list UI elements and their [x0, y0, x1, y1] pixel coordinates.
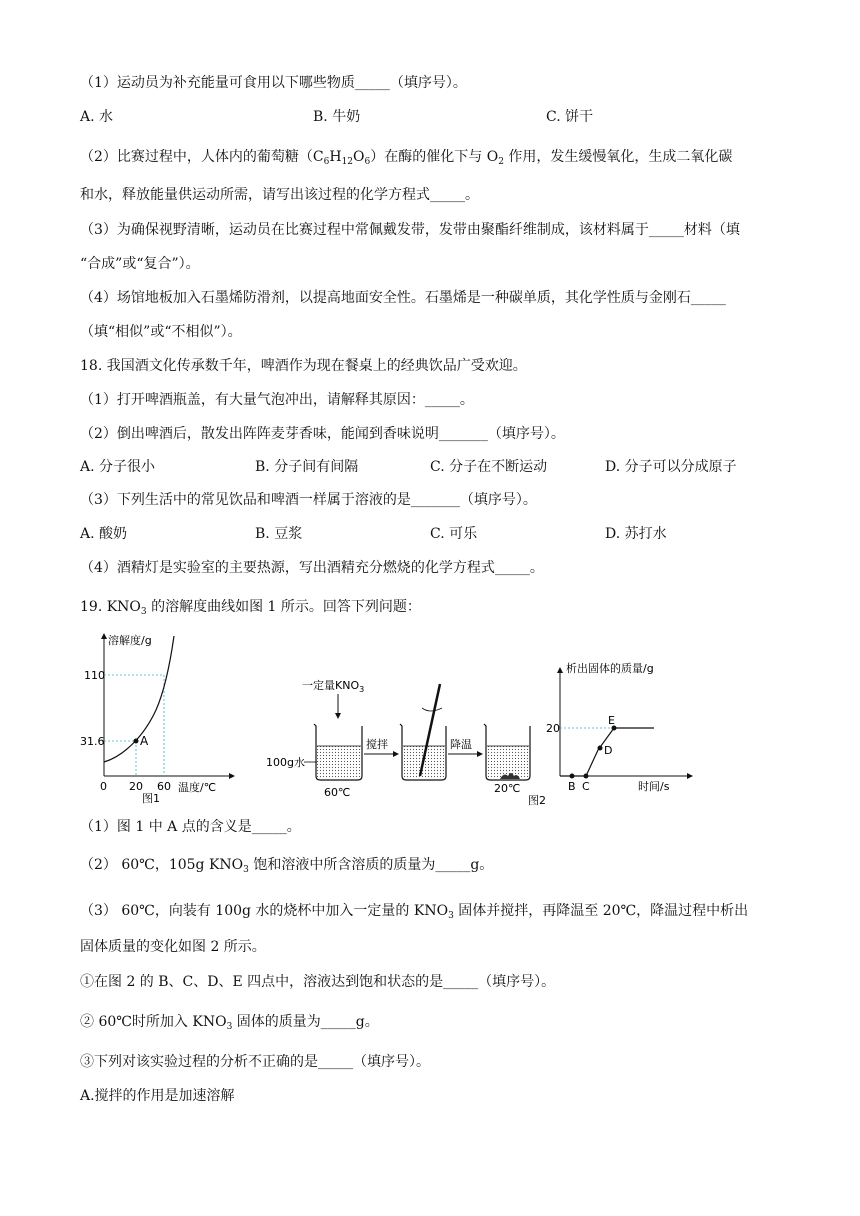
fig2-label-b: B	[568, 780, 576, 793]
fig2-x-label: 时间/s	[638, 780, 670, 793]
temp-start-label: 60℃	[324, 786, 351, 799]
fig2-label-e: E	[608, 714, 615, 727]
q18-part4: （4）酒精灯是实验室的主要热源，写出酒精充分燃烧的化学方程式_____。	[80, 560, 544, 576]
fig2-ytick-20: 20	[546, 722, 560, 735]
q18-p3-option-a: A. 酸奶	[80, 526, 128, 542]
q18-p2-option-c: C. 分子在不断运动	[430, 459, 548, 475]
q18-part3: （3）下列生活中的常见饮品和啤酒一样属于溶液的是_______（填序号）。	[80, 492, 537, 508]
fig2-label-c: C	[582, 780, 590, 793]
q18-p3-option-d: D. 苏打水	[605, 526, 667, 542]
q19-sub1: ①在图 2 的 B、C、D、E 四点中，溶液达到饱和状态的是_____（填序号）。	[80, 974, 556, 990]
q19-part2: （2） 60℃，105g $KNO_3$ 饱和溶液中所含溶质的质量为_____g。	[80, 857, 494, 875]
fig1-caption: 图1	[142, 792, 160, 805]
q18-p2-option-d: D. 分子可以分成原子	[605, 459, 737, 475]
q18-part1: （1）打开啤酒瓶盖，有大量气泡冲出，请解释其原因：_____。	[80, 392, 474, 408]
beaker-1	[314, 724, 362, 780]
q19-part3-line2: 固体质量的变化如图 2 所示。	[80, 939, 266, 955]
figure-2-mass-graph	[544, 664, 694, 798]
q17-part2-line2: 和水，释放能量供运动所需，请写出该过程的化学方程式_____。	[80, 187, 479, 203]
water-label: 100g水	[266, 756, 305, 769]
fig1-xtick-0: 0	[100, 780, 107, 793]
q17-part4-line1: （4）场馆地板加入石墨烯防滑剂，以提高地面安全性。石墨烯是一种碳单质，其化学性质与金刚石_____	[80, 290, 726, 306]
q17-part3-line2: “合成”或“复合”）。	[80, 256, 200, 272]
fig1-y-label: 溶解度/g	[108, 634, 152, 647]
q18-part2: （2）倒出啤酒后，散发出阵阵麦芽香味，能闻到香味说明_______（填序号）。	[80, 426, 565, 442]
fig2-add-kno3-label: 一定量$KNO_3$	[302, 679, 365, 694]
q18-p2-option-a: A. 分子很小	[80, 459, 156, 475]
fig2-label-d: D	[604, 744, 613, 757]
q17-part3-line1: （3）为确保视野清晰，运动员在比赛过程中常佩戴发带，发带由聚酯纤维制成，该材料属于_____材料（填	[80, 222, 740, 238]
figure-2-beakers	[262, 628, 546, 808]
fig1-ytick-31-6: 31.6	[80, 735, 105, 748]
q18-title: 18. 我国酒文化传承数千年，啤酒作为现在餐桌上的经典饮品广受欢迎。	[80, 358, 527, 374]
q19-sub2: ② 60℃时所加入 $KNO_3$ 固体的质量为_____g。	[80, 1014, 379, 1032]
beaker-3	[484, 724, 530, 780]
q18-p3-option-c: C. 可乐	[430, 526, 478, 542]
q17-part2-line1: （2）比赛过程中，人体内的葡萄糖$(C_6H_{12}O_6)$在酶的催化下与 $O_2$ 作用，发生缓慢氧化，生成二氧化碳	[80, 149, 733, 167]
q19-sub3-option-a: A.搅拌的作用是加速溶解	[80, 1088, 235, 1104]
temp-end-label: 20℃	[494, 782, 521, 795]
figure-1-solubility-curve	[80, 628, 234, 808]
fig1-point-a-label: A	[140, 734, 149, 748]
q18-p3-option-b: B. 豆浆	[255, 526, 303, 542]
fig2-point-c	[584, 774, 589, 779]
stir-label: 搅拌	[366, 738, 388, 751]
fig1-point-a	[134, 739, 139, 744]
fig2-point-b	[570, 774, 575, 779]
q17-part4-line2: （填“相似”或“不相似”）。	[80, 324, 242, 340]
beaker-2	[400, 684, 446, 780]
fig1-xtick-60: 60	[157, 780, 171, 793]
fig2-point-d	[598, 746, 603, 751]
q17-option-c: C. 饼干	[546, 109, 594, 125]
q18-p2-option-b: B. 分子间有间隔	[255, 459, 359, 475]
cool-label: 降温	[450, 738, 472, 751]
fig1-ytick-110: 110	[84, 669, 105, 682]
fig1-xtick-20: 20	[129, 780, 143, 793]
q17-option-b: B. 牛奶	[313, 109, 361, 125]
fig1-x-label: 温度/℃	[178, 781, 217, 794]
fig1-solubility-line	[104, 636, 174, 762]
q19-part3-line1: （3） 60℃，向装有 100g 水的烧杯中加入一定量的 $KNO_3$ 固体并搅拌，再降温至 20℃，降温过程中析出	[80, 903, 749, 921]
fig2-caption: 图2	[528, 794, 546, 807]
q17-part1: （1）运动员为补充能量可食用以下哪些物质_____（填序号）。	[80, 75, 467, 91]
fig2-y-label: 析出固体的质量/g	[566, 662, 654, 675]
q17-option-a: A. 水	[80, 109, 114, 125]
q19-sub3: ③下列对该实验过程的分析不正确的是_____（填序号）。	[80, 1054, 430, 1070]
q19-title: 19. $KNO_3$ 的溶解度曲线如图 1 所示。回答下列问题：	[80, 599, 421, 617]
q19-part1: （1）图 1 中 A 点的含义是_____。	[80, 819, 301, 835]
